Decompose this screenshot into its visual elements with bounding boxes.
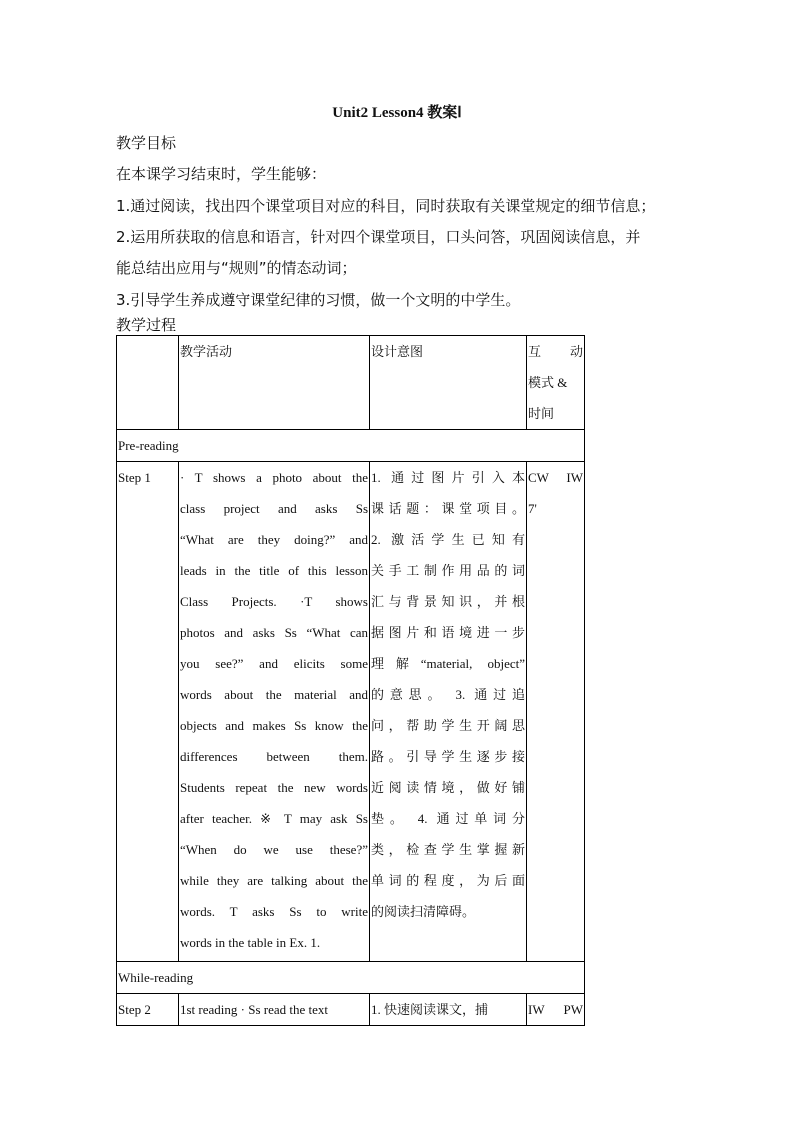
step-2-activity xyxy=(179,994,370,1026)
step-1-intent-line: 路。引导学生逐步接 xyxy=(371,749,525,764)
step-1-activity-line: objects and makes Ss know the xyxy=(180,718,368,733)
step-1-activity-line: leads in the title of this lesson xyxy=(180,563,368,578)
step-1-intent-line: 垫。 4. 通过单词分 xyxy=(371,811,525,826)
header-step-cell xyxy=(117,336,179,430)
table-row-step-1 xyxy=(117,462,585,962)
lesson-process-table xyxy=(116,335,585,1026)
step-1-intent-line: 问，帮助学生开阔思 xyxy=(371,718,525,733)
step-1-intent-line: 类，检查学生掌握新 xyxy=(371,842,525,857)
header-mode xyxy=(527,336,585,430)
step-2-mode-line-1: IW PW xyxy=(528,1002,583,1017)
step-1-activity-line: Students repeat the new words xyxy=(180,780,368,795)
section-while-reading: While-reading xyxy=(117,962,585,994)
step-1-intent-line: 据图片和语境进一步 xyxy=(371,625,525,640)
step-1-activity-line: class project and asks Ss xyxy=(180,501,368,516)
goal-item-2-line-1: 2.运用所获取的信息和语言，针对四个课堂项目，口头问答，巩固阅读信息，并 xyxy=(116,228,641,246)
goal-item-2-line-2: 能总结出应用与“规则”的情态动词； xyxy=(116,259,357,277)
section-row-pre-reading xyxy=(117,430,585,462)
section-row-while-reading xyxy=(117,962,585,994)
step-1-activity-line: words in the table in Ex. 1. xyxy=(180,935,321,950)
section-pre-reading: Pre-reading xyxy=(117,430,585,462)
step-2-intent xyxy=(370,994,527,1026)
step-1-activity-line: “When do we use these?” xyxy=(180,842,368,857)
step-1-mode-line-1: CW IW xyxy=(528,470,583,485)
step-1-activity xyxy=(179,462,370,962)
step-1-intent-line: 课话题：课堂项目。 xyxy=(371,501,525,516)
step-1-activity-line: differences between them. xyxy=(180,749,368,764)
step-1-activity-line: words about the material and xyxy=(180,687,368,702)
step-1-activity-line: Class Projects. ·T shows xyxy=(180,594,368,609)
step-1-activity-line: photos and asks Ss “What can xyxy=(180,625,368,640)
step-1-activity-line: you see?” and elicits some xyxy=(180,656,368,671)
header-mode-line-3: 时间 xyxy=(528,406,555,421)
header-mode-line-2: 模式 & xyxy=(528,375,568,390)
step-1-intent-line: 近阅读情境，做好铺 xyxy=(371,780,525,795)
step-1-activity-lines xyxy=(180,462,368,958)
goals-heading: 教学目标 xyxy=(116,134,177,152)
table-row-step-2 xyxy=(117,994,585,1026)
step-1-activity-line: after teacher. ※ T may ask Ss xyxy=(180,811,368,826)
step-1-activity-line: while they are talking about the xyxy=(180,873,368,888)
step-1-label: Step 1 xyxy=(117,462,179,962)
header-activity: 教学活动 xyxy=(179,336,370,430)
step-1-intent-line: 的意思。 3. 通过追 xyxy=(371,687,525,702)
goals-intro: 在本课学习结束时，学生能够： xyxy=(116,165,327,183)
goal-item-3: 3.引导学生养成遵守课堂纪律的习惯，做一个文明的中学生。 xyxy=(116,291,521,309)
document-title: Unit2 Lesson4 教案Ⅰ xyxy=(332,105,462,121)
header-intent: 设计意图 xyxy=(370,336,527,430)
step-1-intent-line: 理解“material, object” xyxy=(371,656,525,671)
header-mode-line-1: 互 动 xyxy=(528,344,583,359)
step-1-intent-line: 的阅读扫清障碍。 xyxy=(371,904,476,919)
step-2-label: Step 2 xyxy=(117,994,179,1026)
step-1-activity-line: “What are they doing?” and xyxy=(180,532,368,547)
step-1-mode xyxy=(527,462,585,962)
step-1-intent-lines xyxy=(371,462,525,927)
step-1-intent-line: 汇与背景知识，并根 xyxy=(371,594,525,609)
step-1-mode-line-2: 7' xyxy=(528,501,537,516)
step-1-activity-line: words. T asks Ss to write xyxy=(180,904,368,919)
step-1-intent-line: 1. 通过图片引入本 xyxy=(371,470,525,485)
step-1-intent-line: 关手工制作用品的词 xyxy=(371,563,525,578)
step-2-intent-line-1: 1. 快速阅读课文，捕 xyxy=(371,1002,489,1017)
goal-item-1: 1.通过阅读，找出四个课堂项目对应的科目，同时获取有关课堂规定的细节信息； xyxy=(116,197,656,215)
step-2-mode xyxy=(527,994,585,1026)
process-heading: 教学过程 xyxy=(116,316,177,334)
step-1-intent-line: 单词的程度，为后面 xyxy=(371,873,525,888)
step-1-activity-line: · T shows a photo about the xyxy=(180,470,368,485)
table-header-row xyxy=(117,336,585,430)
step-2-activity-line-1: 1st reading · Ss read the text xyxy=(180,1002,329,1017)
step-1-intent-line: 2. 激活学生已知有 xyxy=(371,532,525,547)
step-1-intent xyxy=(370,462,527,962)
